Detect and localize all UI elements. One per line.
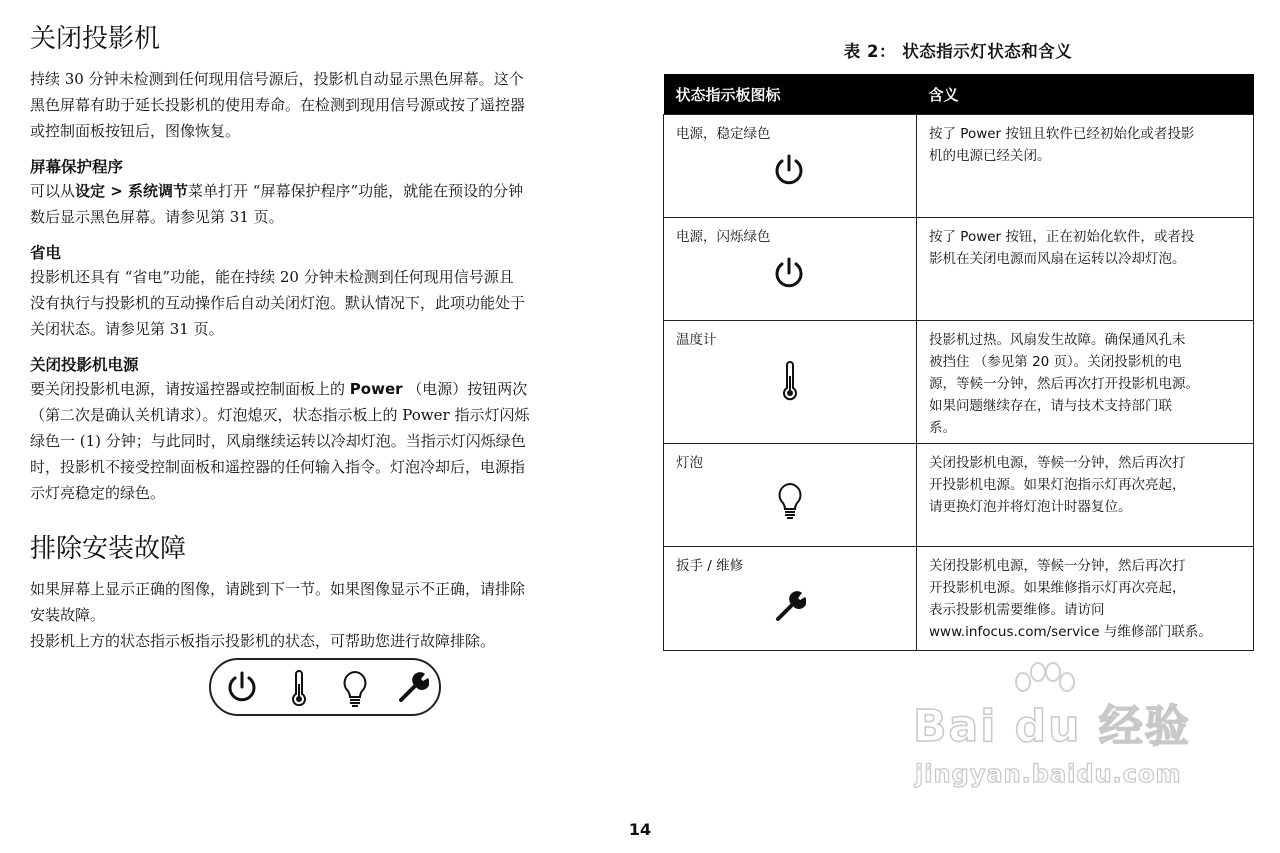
state-label: 灯泡 xyxy=(676,455,703,471)
thermometer-icon xyxy=(289,670,309,706)
table-row xyxy=(664,547,1254,651)
table-header-row xyxy=(664,74,1254,115)
thermometer-icon xyxy=(780,361,800,401)
meaning-cell xyxy=(917,218,1254,321)
table-row xyxy=(664,115,1254,218)
wrench-icon xyxy=(397,670,429,704)
text-line: 黑色屏幕有助于延长投影机的使用寿命。在检测到现用信号源或按了遥控器 xyxy=(30,96,526,114)
power-bold: Power xyxy=(349,380,403,398)
state-cell xyxy=(664,547,917,651)
text-line: 绿色一 (1) 分钟；与此同时，风扇继续运转以冷却灯泡。当指示灯闪烁绿色 xyxy=(30,432,526,450)
meaning-line: 开投影机电源。如果灯泡指示灯再次亮起， xyxy=(929,477,1186,493)
power-icon xyxy=(225,670,259,706)
meaning-line: 开投影机电源。如果维修指示灯再次亮起， xyxy=(929,580,1186,596)
meaning-line: 关闭投影机电源，等候一分钟，然后再次打 xyxy=(929,558,1186,574)
power-off-paragraph xyxy=(30,376,630,506)
state-label: 电源，稳定绿色 xyxy=(676,126,771,142)
text-line: 数后显示黑色屏幕。请参见第 31 页。 xyxy=(30,208,284,226)
text-line: 持续 30 分钟未检测到任何现用信号源后，投影机自动显示黑色屏幕。这个 xyxy=(30,70,524,88)
text-line: （第二次是确认关机请求）。灯泡熄灭，状态指示板上的 Power 指示灯闪烁 xyxy=(30,406,530,424)
column-header-meaning: 含义 xyxy=(917,74,1254,115)
intro-paragraph xyxy=(30,66,630,144)
text-line xyxy=(30,376,630,402)
table-caption: 表 2： 状态指示灯状态和含义 xyxy=(843,42,1073,61)
text-line: 示灯亮稳定的绿色。 xyxy=(30,484,166,502)
menu-path-bold: 设定 > 系统调节 xyxy=(75,182,189,200)
state-label: 扳手 / 维修 xyxy=(676,558,744,574)
wrench-icon xyxy=(774,589,806,623)
text-line: 没有执行与投影机的互动操作后自动关闭灯泡。默认情况下，此项功能处于 xyxy=(30,294,526,312)
meaning-line: 按了 Power 按钮且软件已经初始化或者投影 xyxy=(929,126,1195,142)
text-line: 如果屏幕上显示正确的图像，请跳到下一节。如果图像显示不正确，请排除 xyxy=(30,580,526,598)
meaning-line: 表示投影机需要维修。请访问 xyxy=(929,602,1105,618)
left-column xyxy=(30,22,630,654)
meaning-cell xyxy=(917,321,1254,444)
text-line: 或控制面板按钮后，图像恢复。 xyxy=(30,122,241,140)
state-cell xyxy=(664,218,917,321)
text-line xyxy=(30,178,630,204)
meaning-line: 按了 Power 按钮，正在初始化软件，或者投 xyxy=(929,229,1195,245)
meaning-cell xyxy=(917,115,1254,218)
meaning-line: www.infocus.com/service 与维修部门联系。 xyxy=(929,624,1212,640)
meaning-line: 如果问题继续存在，请与技术支持部门联 xyxy=(929,398,1172,414)
meaning-line: 机的电源已经关闭。 xyxy=(929,148,1051,164)
subheading-power-off: 关闭投影机电源 xyxy=(30,356,139,374)
table-row xyxy=(664,444,1254,547)
meaning-cell xyxy=(917,547,1254,651)
text-fragment: 可以从 xyxy=(30,182,76,200)
text-line: 关闭状态。请参见第 31 页。 xyxy=(30,320,224,338)
screensaver-paragraph xyxy=(30,178,630,230)
text-line: 安装故障。 xyxy=(30,606,106,624)
meaning-line: 源，等候一分钟，然后再次打开投影机电源。 xyxy=(929,376,1199,392)
power-icon xyxy=(772,256,806,292)
watermark-brand: Bai du 经验 xyxy=(913,701,1191,752)
state-cell xyxy=(664,444,917,547)
watermark-url: jingyan.baidu.com xyxy=(915,760,1182,788)
power-icon xyxy=(772,153,806,189)
meaning-cell xyxy=(917,444,1254,547)
section-title-power-off: 关闭投影机 xyxy=(30,24,161,54)
text-line: 时，投影机不接受控制面板和遥控器的任何输入指令。灯泡冷却后，电源指 xyxy=(30,458,526,476)
page-number: 14 xyxy=(628,820,652,839)
state-cell xyxy=(664,115,917,218)
panel-paragraph xyxy=(30,628,630,654)
subheading-screensaver: 屏幕保护程序 xyxy=(30,158,124,176)
meaning-line: 投影机过热。风扇发生故障。确保通风孔未 xyxy=(929,332,1186,348)
table-row xyxy=(664,321,1254,444)
text-fragment: （电源）按钮两次 xyxy=(402,380,528,398)
status-table xyxy=(663,74,1254,651)
lightbulb-icon xyxy=(341,670,369,708)
text-line: 投影机上方的状态指示板指示投影机的状态，可帮助您进行故障排除。 xyxy=(30,632,496,650)
state-label: 电源，闪烁绿色 xyxy=(676,229,771,245)
meaning-line: 被挡住 （参见第 20 页）。关闭投影机的电 xyxy=(929,354,1182,370)
subheading-power-save: 省电 xyxy=(30,244,62,262)
baidu-jingyan-watermark xyxy=(905,660,1205,810)
table-row xyxy=(664,218,1254,321)
state-cell xyxy=(664,321,917,444)
troubleshooting-paragraph xyxy=(30,576,630,628)
status-indicator-panel xyxy=(209,658,441,716)
text-line: 投影机还具有 “省电”功能，能在持续 20 分钟未检测到任何现用信号源且 xyxy=(30,268,514,286)
lightbulb-icon xyxy=(776,482,804,522)
column-header-icon: 状态指示板图标 xyxy=(664,74,917,115)
meaning-line: 关闭投影机电源，等候一分钟，然后再次打 xyxy=(929,455,1186,471)
power-save-paragraph xyxy=(30,264,630,342)
text-fragment: 要关闭投影机电源，请按遥控器或控制面板上的 xyxy=(30,380,350,398)
text-fragment: 菜单打开 “屏幕保护程序”功能，就能在预设的分钟 xyxy=(188,182,524,200)
meaning-line: 影机在关闭电源而风扇在运转以冷却灯泡。 xyxy=(929,251,1186,267)
section-title-troubleshooting: 排除安装故障 xyxy=(30,534,187,564)
state-label: 温度计 xyxy=(676,332,717,348)
meaning-line: 系。 xyxy=(929,420,956,436)
meaning-line: 请更换灯泡并将灯泡计时器复位。 xyxy=(929,499,1132,515)
